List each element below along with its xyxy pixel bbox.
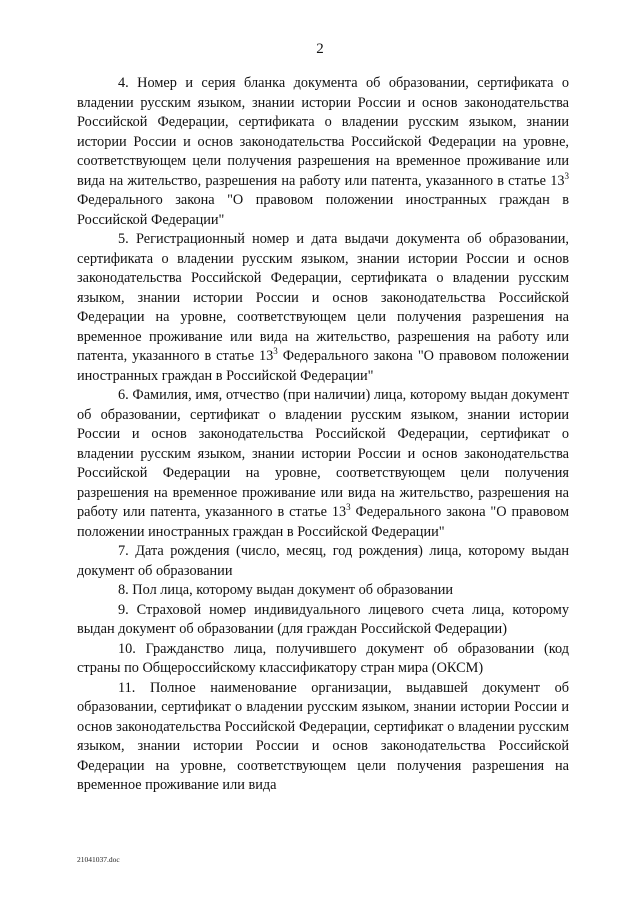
page-number: 2 [316, 41, 324, 57]
paragraph-text: 8. Пол лица, которому выдан документ об образовании [118, 582, 454, 598]
paragraph-text: 7. Дата рождения (число, месяц, год рождения) лица, которому выдан документ об образовании [77, 543, 569, 579]
paragraph-item-4 [77, 74, 569, 230]
superscript: 3 [273, 346, 278, 357]
paragraph-item-5 [77, 230, 569, 386]
paragraph-text: 11. Полное наименование организации, выдавшей документ об образовании, сертификат о владении русским языком, знании истории России и основ законодательства Российской Федерации, сертификат о владении русским языком, знании истории России и основ законодательства Российской Федерации на уровне, соответствующем цели получения разрешения на временное проживание или вида [77, 679, 569, 793]
file-name-footer: 21041037.doc [77, 855, 120, 864]
paragraph-text: 9. Страховой номер индивидуального лицевого счета лица, которому выдан документ об образовании (для граждан Российской Федерации) [77, 601, 569, 637]
paragraph-text: 6. Фамилия, имя, отчество (при наличии) лица, которому выдан документ об образовании, сертификат о владении русским языком, знании истории России и основ законодательства Российской Федерации, сертификат о владении русским языком, знании истории России и основ законодательства Российской Федерации на уровне, соответствующем цели получения разрешения на временное проживание или вида на жительство, разрешения на работу или патента, указанного в статье 13 [77, 387, 569, 520]
paragraph-text: 4. Номер и серия бланка документа об образовании, сертификата о владении русским языком, знании истории России и основ законодательства Российской Федерации, сертификата о владении русским языком, знании истории России и основ законодательства Российской Федерации на уровне, соответствующем цели получения разрешения на временное проживание или вида на жительство, разрешения на работу или патента, указанного в статье 13 [77, 75, 569, 189]
paragraph-item-10 [77, 640, 569, 679]
paragraph-tail: Федерального закона "О правовом положении иностранных граждан в Российской Федерации" [77, 348, 569, 384]
paragraph-item-7 [77, 542, 569, 581]
superscript: 3 [564, 170, 569, 181]
superscript: 3 [346, 502, 351, 513]
document-body [77, 74, 569, 796]
paragraph-tail: Федерального закона "О правовом положении иностранных граждан в Российской Федерации" [77, 192, 569, 228]
paragraph-item-11 [77, 679, 569, 796]
paragraph-item-6 [77, 386, 569, 542]
paragraph-tail: Федерального закона "О правовом положении иностранных граждан в Российской Федерации" [77, 504, 570, 540]
paragraph-text: 5. Регистрационный номер и дата выдачи документа об образовании, сертификата о владении русским языком, знании истории России и основ законодательства Российской Федерации, сертификата о владении русским языком, знании истории России и основ законодательства Российской Федерации на уровне, соответствующем цели получения разрешения на временное проживание или вида на жительство, разрешения на работу или патента, указанного в статье 13 [77, 231, 569, 364]
paragraph-item-8 [77, 581, 569, 601]
paragraph-item-9 [77, 601, 569, 640]
paragraph-text: 10. Гражданство лица, получившего документ об образовании (код страны по Общероссийскому классификатору стран мира (ОКСМ) [77, 640, 569, 676]
